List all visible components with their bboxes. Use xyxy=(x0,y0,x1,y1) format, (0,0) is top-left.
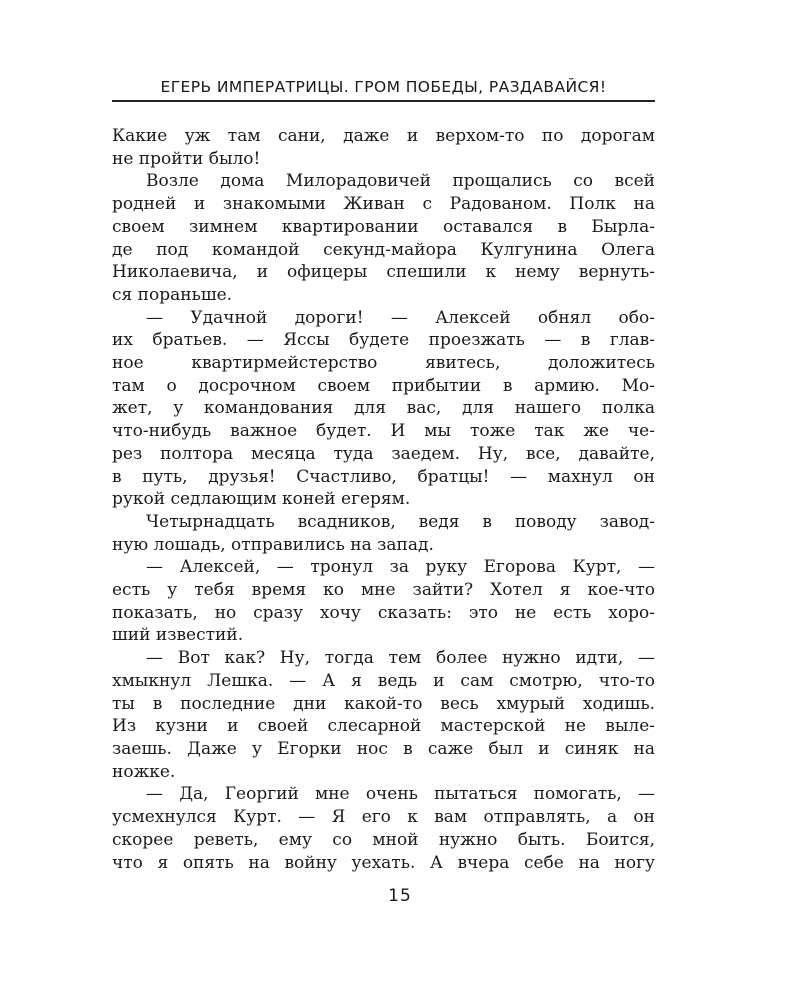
text-line: есть у тебя время ко мне зайти? Хотел я кое-что xyxy=(112,580,655,601)
text-line: — Алексей, — тронул за руку Егорова Курт, — xyxy=(146,557,655,578)
text-line: — Удачной дороги! — Алексей обнял обо- xyxy=(146,307,655,328)
text-line: показать, но сразу хочу сказать: это не есть хоро- xyxy=(112,602,655,623)
text-line: ную лошадь, отправились на запад. xyxy=(112,534,434,555)
page-body-text xyxy=(112,125,655,874)
text-line: де под командой секунд-майора Кулгунина Олега xyxy=(112,239,655,260)
text-line: Из кузни и своей слесарной мастерской не выле- xyxy=(112,716,655,737)
text-line: что я опять на войну уехать. А вчера себе на ногу xyxy=(112,852,655,873)
text-line: усмехнулся Курт. — Я его к вам отправлять, а он xyxy=(112,807,655,828)
text-line: заешь. Даже у Егорки нос в саже был и синяк на xyxy=(112,738,655,759)
text-line: — Да, Георгий мне очень пытаться помогать, — xyxy=(146,784,655,805)
text-line: в путь, друзья! Счастливо, братцы! — махнул он xyxy=(112,466,655,487)
text-line: там о досрочном своем прибытии в армию. Мо- xyxy=(112,375,655,396)
text-line: хмыкнул Лешка. — А я ведь и сам смотрю, что-то xyxy=(112,670,655,691)
text-line: ся пораньше. xyxy=(112,284,233,305)
text-line: ший известий. xyxy=(112,625,244,646)
text-line: не пройти было! xyxy=(112,148,261,169)
text-line: скорее реветь, ему со мной нужно быть. Боится, xyxy=(112,829,655,850)
running-header: ЕГЕРЬ ИМПЕРАТРИЦЫ. ГРОМ ПОБЕДЫ, РАЗДАВАЙСЯ! xyxy=(112,74,655,102)
text-line: — Вот как? Ну, тогда тем более нужно идти, — xyxy=(146,648,655,669)
text-line: Четырнадцать всадников, ведя в поводу завод- xyxy=(146,511,655,532)
text-line: рукой седлающим коней егерям. xyxy=(112,489,411,510)
text-line: их братьев. — Яссы будете проезжать — в глав- xyxy=(112,330,655,351)
text-line: своем зимнем квартировании оставался в Бырла- xyxy=(112,216,655,237)
page-number: 15 xyxy=(388,886,412,906)
text-line: родней и знакомыми Живан с Радованом. Полк на xyxy=(112,194,655,215)
text-line: ное квартирмейстерство явитесь, доложитесь xyxy=(112,353,655,374)
text-line: Николаевича, и офицеры спешили к нему вернуть- xyxy=(112,262,655,283)
text-line: Возле дома Милорадовичей прощались со всей xyxy=(146,171,655,192)
text-line: Какие уж там сани, даже и верхом-то по дорогам xyxy=(112,126,655,146)
text-line: ты в последние дни какой-то весь хмурый ходишь. xyxy=(112,693,655,714)
text-line: ножке. xyxy=(112,761,176,782)
text-line: рез полтора месяца туда заедем. Ну, все, давайте, xyxy=(112,443,655,464)
text-line: жет, у командования для вас, для нашего полка xyxy=(112,398,655,419)
text-line: что-нибудь важное будет. И мы тоже так же че- xyxy=(112,421,655,442)
